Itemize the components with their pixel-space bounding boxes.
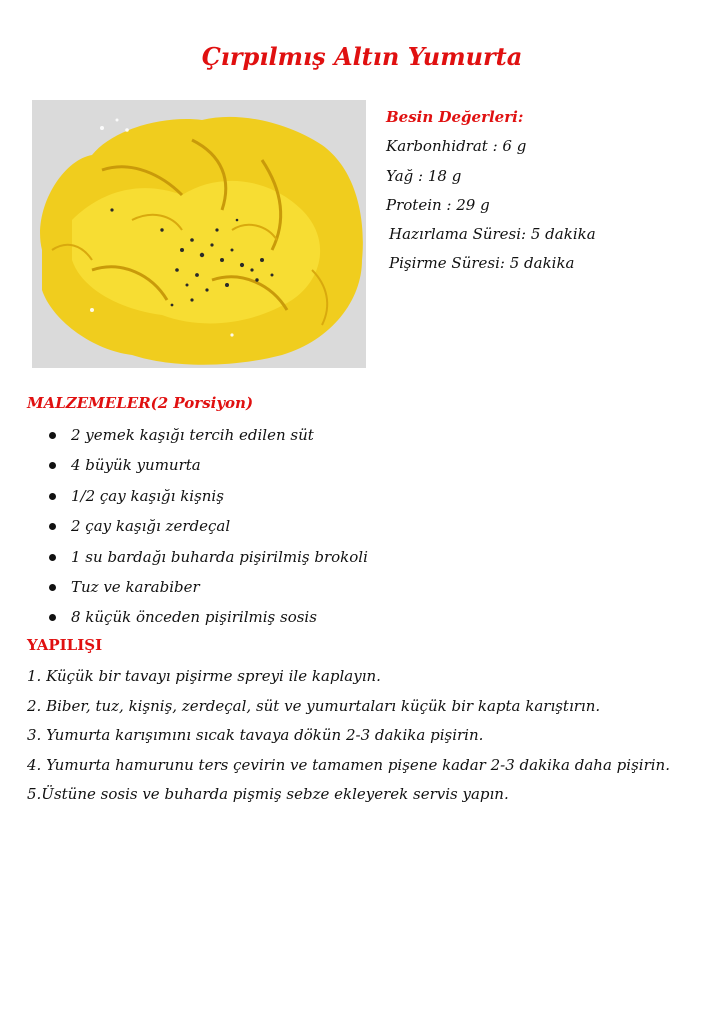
list-item (27, 602, 368, 632)
ingredient-text: 8 küçük önceden pişirilmiş sosis (71, 608, 317, 627)
ingredients-heading: MALZEMELER(2 Porsiyon) (27, 394, 254, 412)
list-item (27, 511, 368, 541)
list-item (27, 420, 368, 450)
recipe-title: Çırpılmış Altın Yumurta (201, 42, 523, 71)
bullet-icon (49, 554, 56, 561)
method-heading: YAPILIŞI (27, 636, 103, 654)
ingredient-text: 4 büyük yumurta (71, 456, 201, 475)
fat-value: Yağ : 18 g (386, 166, 462, 185)
protein-value: Protein : 29 g (386, 195, 490, 214)
scrambled-eggs-image (32, 100, 366, 368)
bullet-icon (49, 614, 56, 621)
step-4: 4. Yumurta hamurunu ters çevirin ve tamamen pişene kadar 2-3 dakika daha pişirin. (27, 755, 670, 774)
method-steps (27, 662, 717, 810)
ingredient-text: 1 su bardağı buharda pişirilmiş brokoli (71, 547, 368, 566)
scrambled-eggs-photo (32, 100, 366, 368)
prep-time: Hazırlama Süresi: 5 dakika (389, 225, 596, 244)
bullet-icon (49, 523, 56, 530)
step-2: 2. Biber, tuz, kişniş, zerdeçal, süt ve yumurtaları küçük bir kapta karıştırın. (27, 696, 601, 715)
list-item (27, 542, 368, 572)
step-3: 3. Yumurta karışımını sıcak tavaya dökün 2-3 dakika pişirin. (27, 726, 484, 744)
bullet-icon (49, 584, 56, 591)
ingredients-list (27, 420, 368, 633)
ingredient-text: 1/2 çay kaşığı kişniş (71, 486, 224, 505)
list-item (27, 572, 368, 602)
step-5: 5.Üstüne sosis ve buharda pişmiş sebze ekleyerek servis yapın. (27, 785, 509, 803)
bullet-icon (49, 432, 56, 439)
bullet-icon (49, 462, 56, 469)
ingredient-text: 2 yemek kaşığı tercih edilen süt (71, 426, 314, 444)
carbs-value: Karbonhidrat : 6 g (386, 137, 527, 156)
bullet-icon (49, 493, 56, 500)
ingredient-text: Tuz ve karabiber (71, 577, 200, 596)
list-item (27, 450, 368, 480)
list-item (27, 481, 368, 511)
step-1: 1. Küçük bir tavayı pişirme spreyi ile kaplayın. (27, 667, 381, 685)
nutrition-heading: Besin Değerleri: (386, 108, 524, 126)
cook-time: Pişirme Süresi: 5 dakika (389, 254, 575, 273)
ingredient-text: 2 çay kaşığı zerdeçal (71, 517, 231, 536)
nutrition-info (386, 103, 706, 279)
